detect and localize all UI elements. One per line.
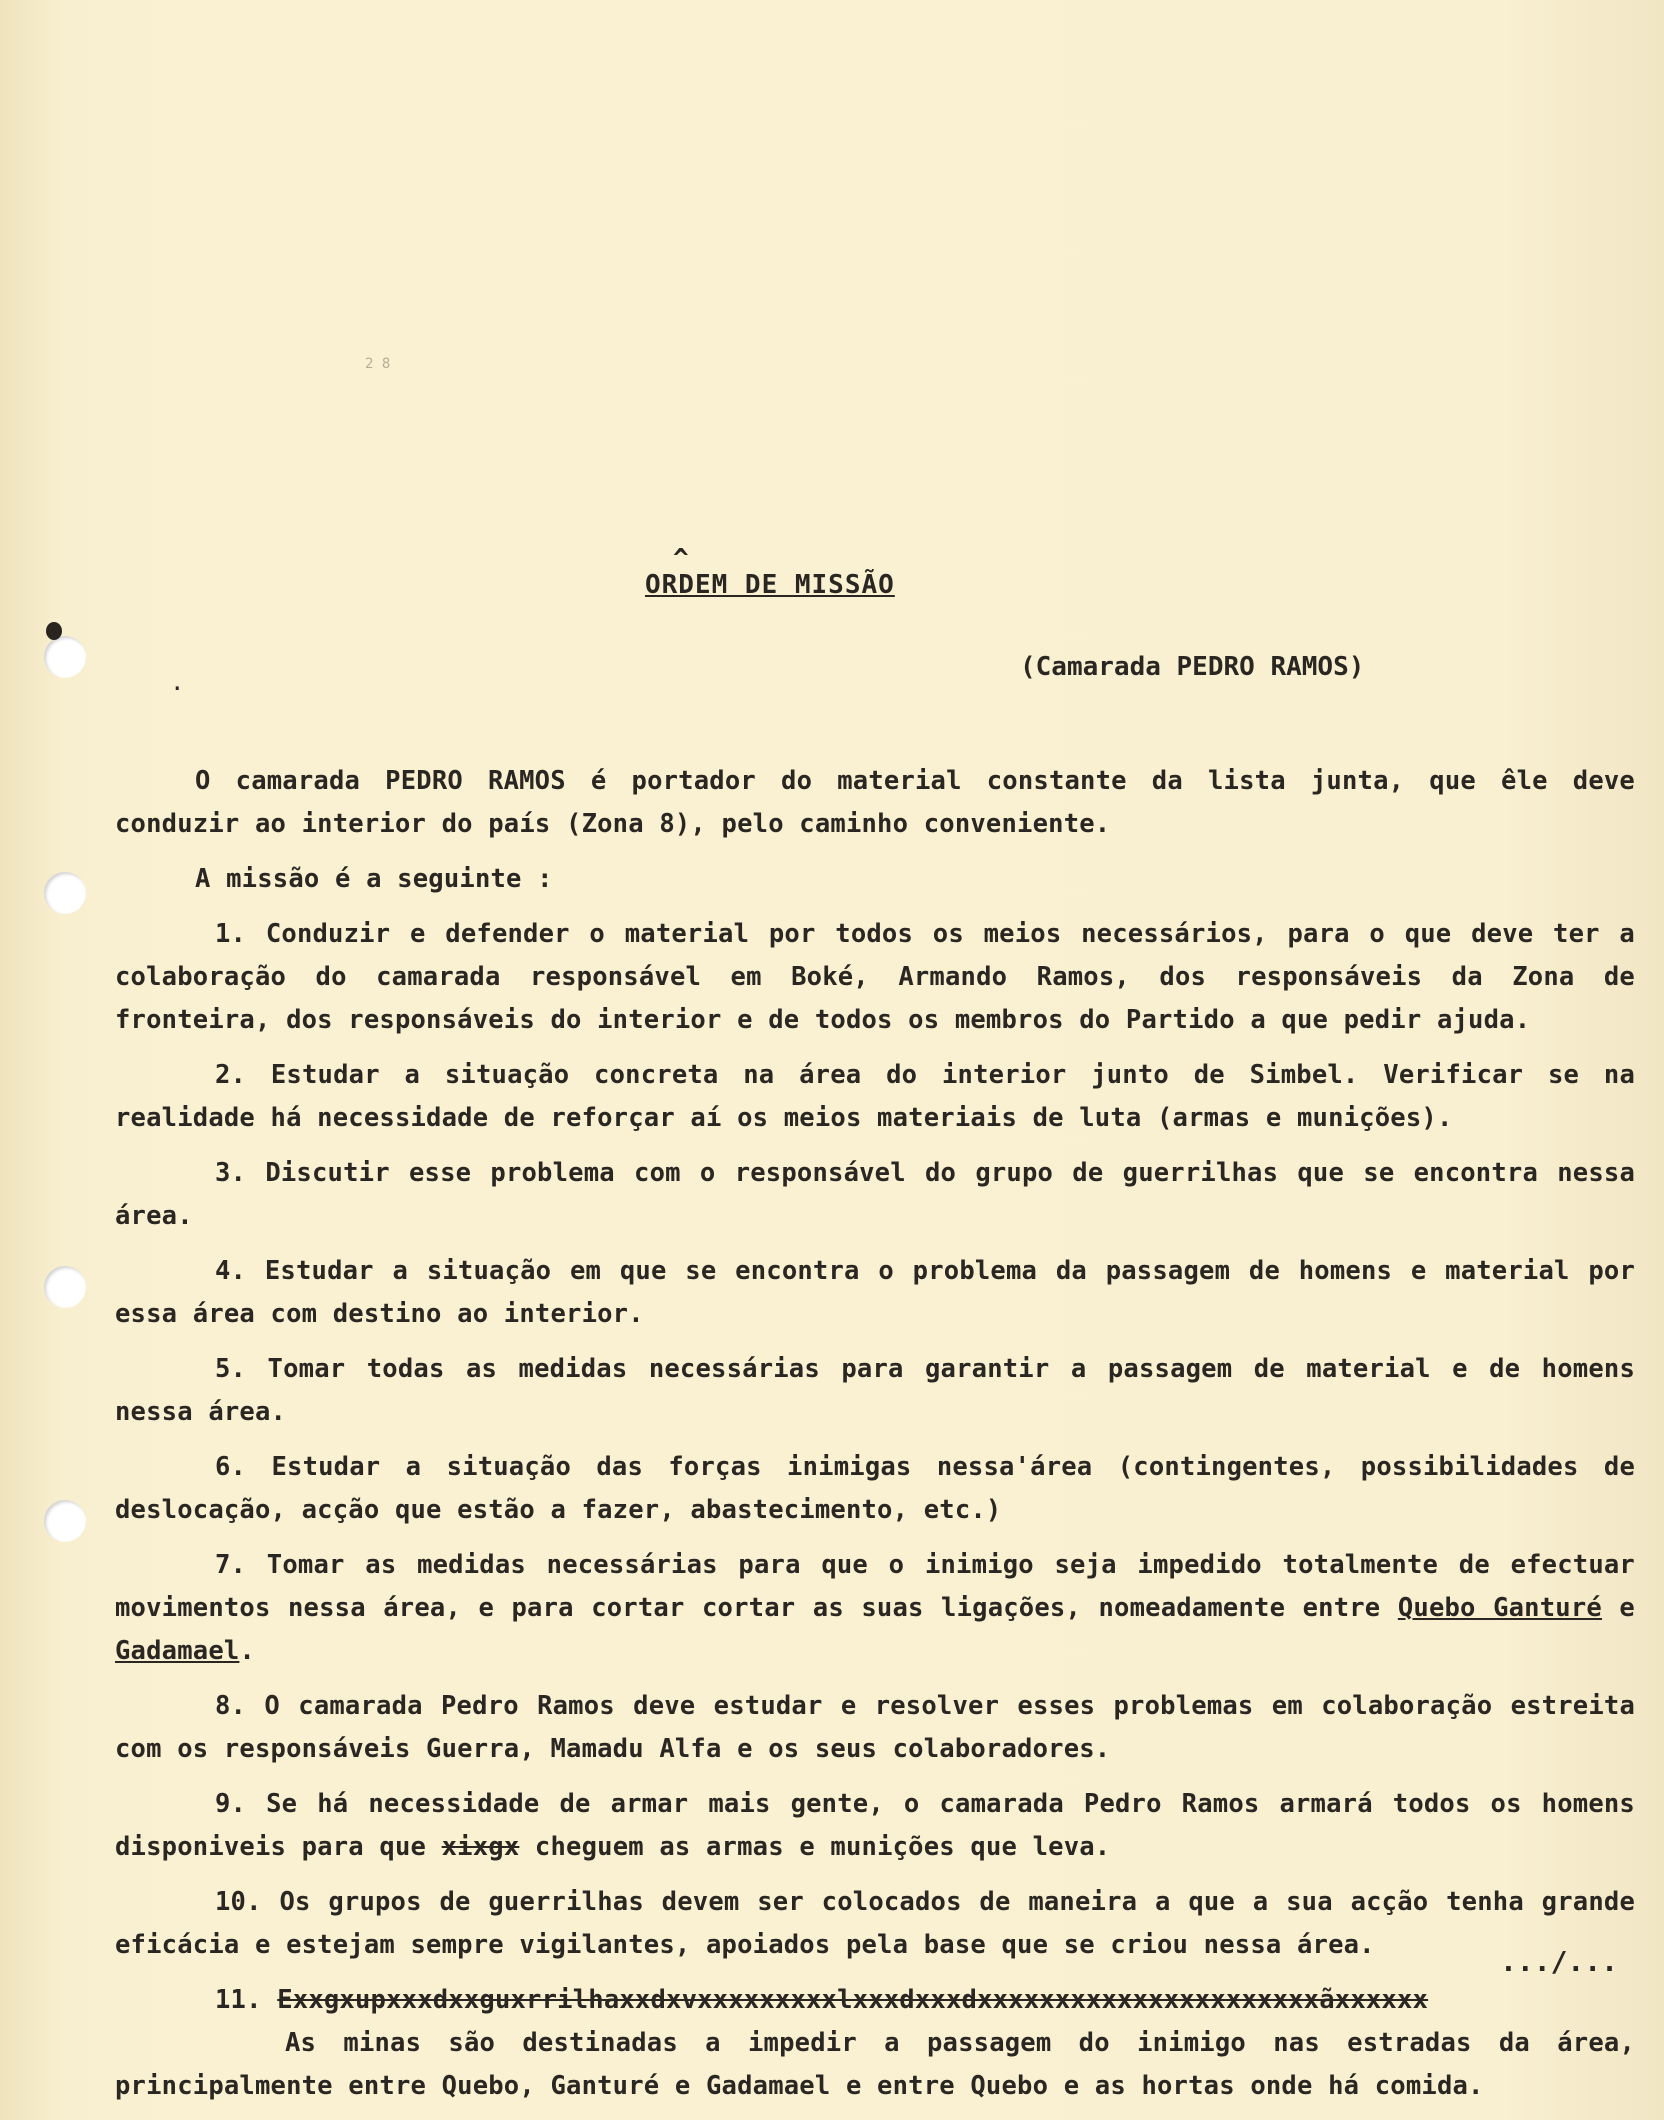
mission-item-4: 4. Estudar a situação em que se encontra o problema da passagem de homens e material por essa área com destino ao interior.: [115, 1256, 1635, 1329]
mission-item-11-text: As minas são destinadas a impedir a passagem do inimigo nas estradas da área, principalmente entre Quebo, Ganturé e Gadamael e entre Quebo e as hortas onde há comida.: [115, 2028, 1635, 2101]
place-quebo-ganture: Quebo Ganturé: [1397, 1593, 1602, 1623]
item11-number: 11.: [215, 1985, 278, 2015]
mission-item-5: 5. Tomar todas as medidas necessárias para garantir a passagem de material e de homens nessa área.: [115, 1354, 1635, 1427]
punch-hole-3: [44, 1266, 86, 1308]
item7-text-mid: e: [1601, 1593, 1635, 1623]
punch-hole-4: [44, 1500, 86, 1542]
continuation-mark: .../...: [1500, 1945, 1619, 1978]
mission-item-3: 3. Discutir esse problema com o responsável do grupo de guerrilhas que se encontra nessa área.: [115, 1158, 1635, 1231]
punch-hole-1: [44, 636, 86, 678]
item9-struck-text: xixgx: [441, 1832, 520, 1862]
page-subtitle: (Camarada PEDRO RAMOS): [1020, 652, 1365, 682]
ink-blot: [46, 622, 62, 640]
item7-text-end: .: [239, 1636, 255, 1666]
mission-item-6: 6. Estudar a situação das forças inimigas nessa'área (contingentes, possibilidades de deslocação, acção que estão a fazer, abastecimento, etc.): [115, 1452, 1635, 1525]
mission-item-10: 10. Os grupos de guerrilhas devem ser colocados de maneira a que a sua acção tenha grande eficácia e estejam sempre vigilantes, apoiados pela base que se criou nessa área.: [115, 1887, 1635, 1960]
mission-item-1: 1. Conduzir e defender o material por todos os meios necessários, para o que deve ter a colaboração do camarada responsável em Boké, Armando Ramos, dos responsáveis da Zona de fronteira, dos responsáveis do interior e de todos os membros do Partido a que pedir ajuda.: [115, 919, 1635, 1035]
item9-text-start: 9. Se há necessidade de armar mais gente, o camarada Pedro Ramos armará todos os homens disponiveis para que: [115, 1789, 1635, 1862]
mission-lead: A missão é a seguinte :: [195, 864, 553, 894]
punch-hole-2: [44, 872, 86, 914]
mission-item-8: 8. O camarada Pedro Ramos deve estudar e resolver esses problemas em colaboração estreita com os responsáveis Guerra, Mamadu Alfa e os seus colaboradores.: [115, 1691, 1635, 1764]
item9-text-end: cheguem as armas e munições que leva.: [519, 1832, 1111, 1862]
mission-item-2: 2. Estudar a situação concreta na área do interior junto de Simbel. Verificar se na realidade há necessidade de reforçar aí os meios materiais de luta (armas e munições).: [115, 1060, 1635, 1133]
title-accent: ^: [673, 544, 689, 574]
place-gadamael: Gadamael: [115, 1636, 240, 1666]
document-body: [115, 760, 1635, 2120]
mission-item-11: [115, 1979, 1635, 2022]
mission-item-9: [115, 1783, 1635, 1869]
page-title: ORDEM DE MISSÃO: [645, 570, 895, 600]
item11-struck-line: Exxgxupxxxdxxguxrrilhaxxdxvxxxxxxxxxlxxxdxxxdxxxxxxxxxxxxxxxxxxxxxxãxxxxxx: [277, 1985, 1429, 2015]
stray-dot: .: [170, 668, 185, 696]
item7-text-start: 7. Tomar as medidas necessárias para que o inimigo seja impedido totalmente de efectuar movimentos nessa área, e para cortar cortar as suas ligações, nomeadamente entre: [115, 1550, 1635, 1623]
intro-paragraph: O camarada PEDRO RAMOS é portador do material constante da lista junta, que êle deve conduzir ao interior do país (Zona 8), pelo caminho conveniente.: [115, 766, 1635, 839]
margin-mark: 2 8: [365, 356, 391, 372]
mission-item-7: [115, 1544, 1635, 1673]
